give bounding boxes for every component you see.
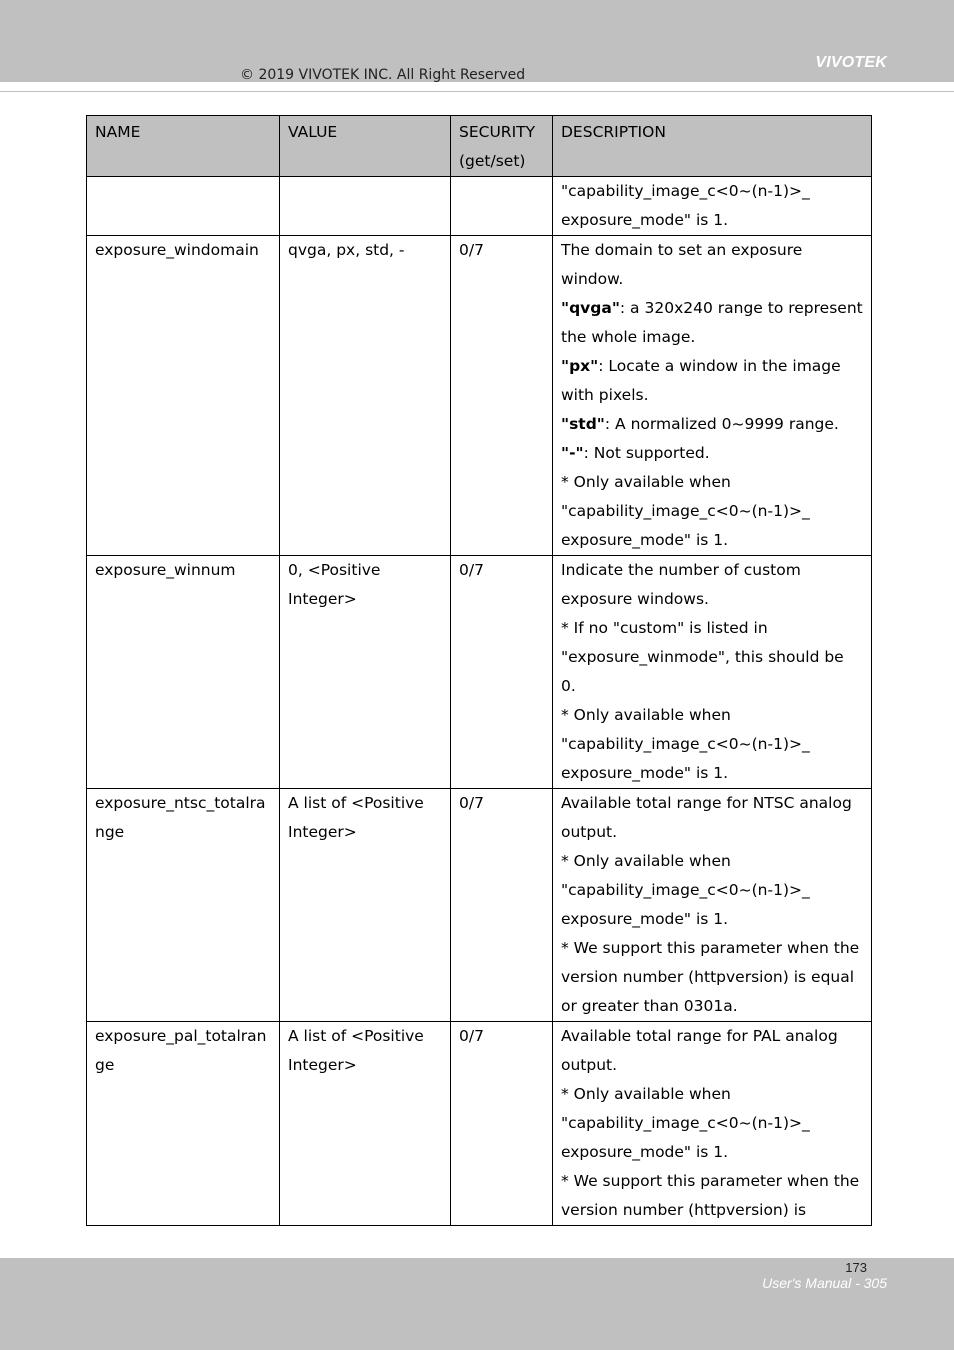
table-row [87, 556, 872, 789]
footer-band [0, 1258, 954, 1350]
description-text: "capability_image_c<0~(n-1)>_ exposure_mode" is 1. [561, 182, 810, 229]
description-keyword: "-" [561, 444, 584, 462]
description-line [561, 294, 863, 352]
param-value-cell: A list of <Positive Integer> [280, 789, 451, 1022]
description-text: * Only available when "capability_image_c<0~(n-1)>_ exposure_mode" is 1. [561, 852, 810, 928]
description-line [561, 468, 863, 555]
param-value-cell: qvga, px, std, - [280, 236, 451, 556]
description-line [561, 410, 863, 439]
description-line [561, 701, 863, 788]
param-security-cell: 0/7 [451, 236, 553, 556]
header-divider [0, 91, 954, 92]
page-number: 173 [845, 1260, 867, 1275]
param-value-cell: 0, <Positive Integer> [280, 556, 451, 789]
description-text: * Only available when "capability_image_c<0~(n-1)>_ exposure_mode" is 1. [561, 1085, 810, 1161]
column-header-security: SECURITY (get/set) [451, 116, 553, 177]
table-row [87, 177, 872, 236]
parameter-table [86, 115, 872, 1226]
description-keyword: "std" [561, 415, 605, 433]
description-text: * Only available when "capability_image_c<0~(n-1)>_ exposure_mode" is 1. [561, 473, 810, 549]
description-text: : A normalized 0~9999 range. [604, 415, 839, 433]
description-text: : a 320x240 range to represent the whole image. [561, 299, 863, 346]
param-description-cell [553, 236, 872, 556]
table-header-row [87, 116, 872, 177]
param-name-cell: exposure_winnum [87, 556, 280, 789]
description-line [561, 934, 863, 1021]
description-line [561, 556, 863, 614]
description-line [561, 236, 863, 294]
column-header-name: NAME [87, 116, 280, 177]
description-line [561, 1080, 863, 1167]
param-security-cell: 0/7 [451, 556, 553, 789]
description-keyword: "px" [561, 357, 599, 375]
description-text: : Not supported. [583, 444, 710, 462]
description-keyword: "qvga" [561, 299, 620, 317]
description-line [561, 439, 863, 468]
description-line [561, 1022, 863, 1080]
param-name-cell: exposure_windomain [87, 236, 280, 556]
description-line [561, 789, 863, 847]
manual-page-label: User's Manual - 305 [762, 1275, 887, 1291]
description-text: Available total range for PAL analog output. [561, 1027, 838, 1074]
param-security-cell: 0/7 [451, 789, 553, 1022]
copyright-text: © 2019 VIVOTEK INC. All Right Reserved [240, 67, 526, 83]
param-description-cell [553, 177, 872, 236]
param-description-cell [553, 556, 872, 789]
param-security-cell: 0/7 [451, 1022, 553, 1226]
description-text: The domain to set an exposure window. [561, 241, 803, 288]
param-name-cell: exposure_pal_totalrange [87, 1022, 280, 1226]
description-line [561, 1167, 863, 1225]
column-header-description: DESCRIPTION [553, 116, 872, 177]
description-text: Available total range for NTSC analog output. [561, 794, 852, 841]
table-row [87, 236, 872, 556]
description-line [561, 352, 863, 410]
param-name-cell: exposure_ntsc_totalrange [87, 789, 280, 1022]
param-value-cell: A list of <Positive Integer> [280, 1022, 451, 1226]
description-text: : Locate a window in the image with pixels. [561, 357, 841, 404]
description-line [561, 177, 863, 235]
param-name-cell [87, 177, 280, 236]
param-description-cell [553, 1022, 872, 1226]
table-body [87, 177, 872, 1226]
description-line [561, 614, 863, 701]
description-text: Indicate the number of custom exposure windows. [561, 561, 801, 608]
description-text: * We support this parameter when the version number (httpversion) is equal or greater than 0301a. [561, 939, 860, 1015]
param-value-cell [280, 177, 451, 236]
description-text: * Only available when "capability_image_c<0~(n-1)>_ exposure_mode" is 1. [561, 706, 810, 782]
brand-logo-text: VIVOTEK [815, 54, 887, 71]
param-description-cell [553, 789, 872, 1022]
table-row [87, 1022, 872, 1226]
description-line [561, 847, 863, 934]
description-text: * If no "custom" is listed in "exposure_winmode", this should be 0. [561, 619, 844, 695]
table-row [87, 789, 872, 1022]
column-header-value: VALUE [280, 116, 451, 177]
description-text: * We support this parameter when the version number (httpversion) is [561, 1172, 860, 1219]
param-security-cell [451, 177, 553, 236]
